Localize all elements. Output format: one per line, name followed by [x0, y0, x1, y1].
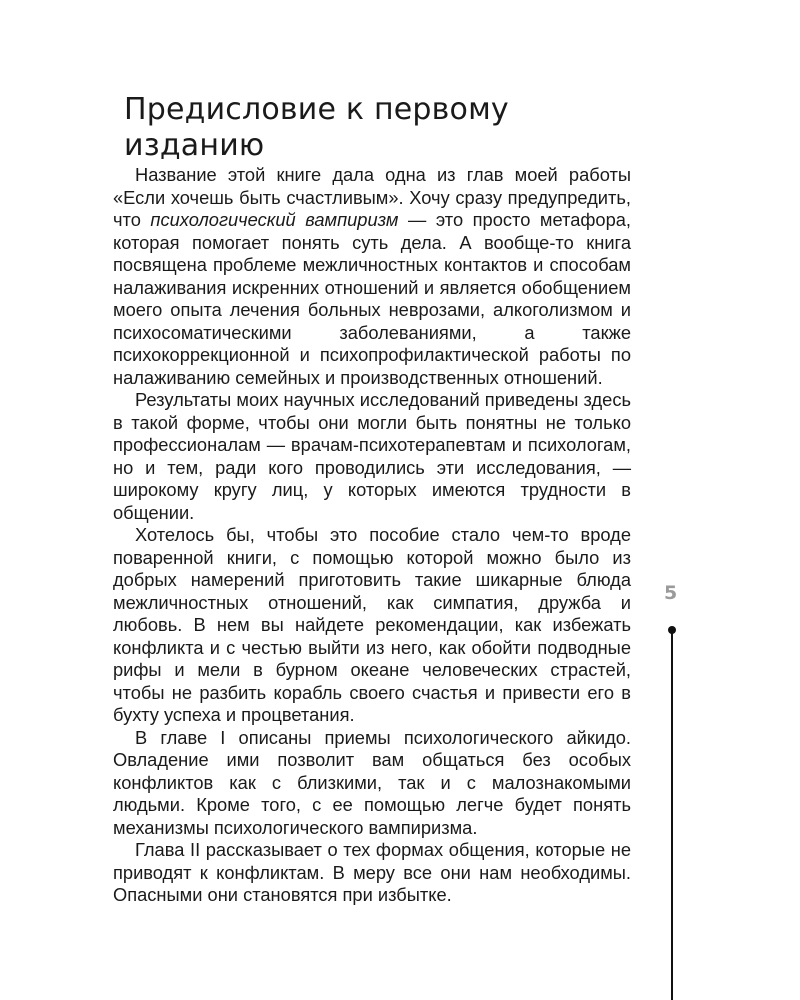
- paragraph-2: Результаты моих научных исследований приведены здесь в такой форме, чтобы они могли быть понятны не только профессионалам — врачам-психотерапевтам и психологам, но и тем, ради кого проводились эти исследования, — широкому кругу лиц, у которых имеются трудности в общении.: [113, 389, 631, 523]
- paragraph-4: В главе I описаны приемы психологического айкидо. Овладение ими позволит вам общаться без особых конфликтов как с близкими, так и с малознакомыми людьми. Кроме того, с ее помощью легче будет понять механизмы психологического вампиризма.: [113, 726, 631, 838]
- page-number: 5: [664, 582, 678, 604]
- paragraph-3: Хотелось бы, чтобы это пособие стало чем-то вроде поваренной книги, с помощью которой можно было из добрых намерений приготовить такие шикарные блюда межличностных отношений, как симпатия, дружба и любовь. В нем вы найдете рекомендации, как избежать конфликта и с честью выйти из него, как обойти подводные рифы и мели в бурном океане человеческих страстей, чтобы не разбить корабль своего счастья и привести его в бухту успеха и процветания.: [113, 524, 631, 725]
- margin-rule-line: [671, 630, 673, 1000]
- paragraph-5: Глава II рассказывает о тех формах общения, которые не приводят к конфликтам. В меру все они нам необходимы. Опасными они становятся при избытке.: [113, 839, 631, 905]
- chapter-heading-line-2: изданию: [124, 128, 265, 163]
- chapter-heading: [124, 92, 644, 164]
- paragraph-1: [113, 164, 631, 389]
- chapter-heading-line-1: Предисловие к первому: [124, 92, 509, 127]
- body-text: [113, 164, 631, 907]
- paragraph-1-end: — это просто метафора, которая помогает понять суть дела. А вообще-то книга посвящена проблеме межличностных контактов и способам налаживания искренних отношений и является обобщением моего опыта лечения больных неврозами, алкоголизмом и психосоматическими заболеваниями, а также психокоррекционной и психопрофилактической работы по налаживанию семейных и производственных отношений.: [113, 209, 631, 388]
- paragraph-1-start: Название этой книге дала одна из глав моей работы «Если хочешь быть счастливым». Хочу сразу предупредить, что: [113, 164, 631, 230]
- italic-term: психологический вампиризм: [150, 209, 399, 230]
